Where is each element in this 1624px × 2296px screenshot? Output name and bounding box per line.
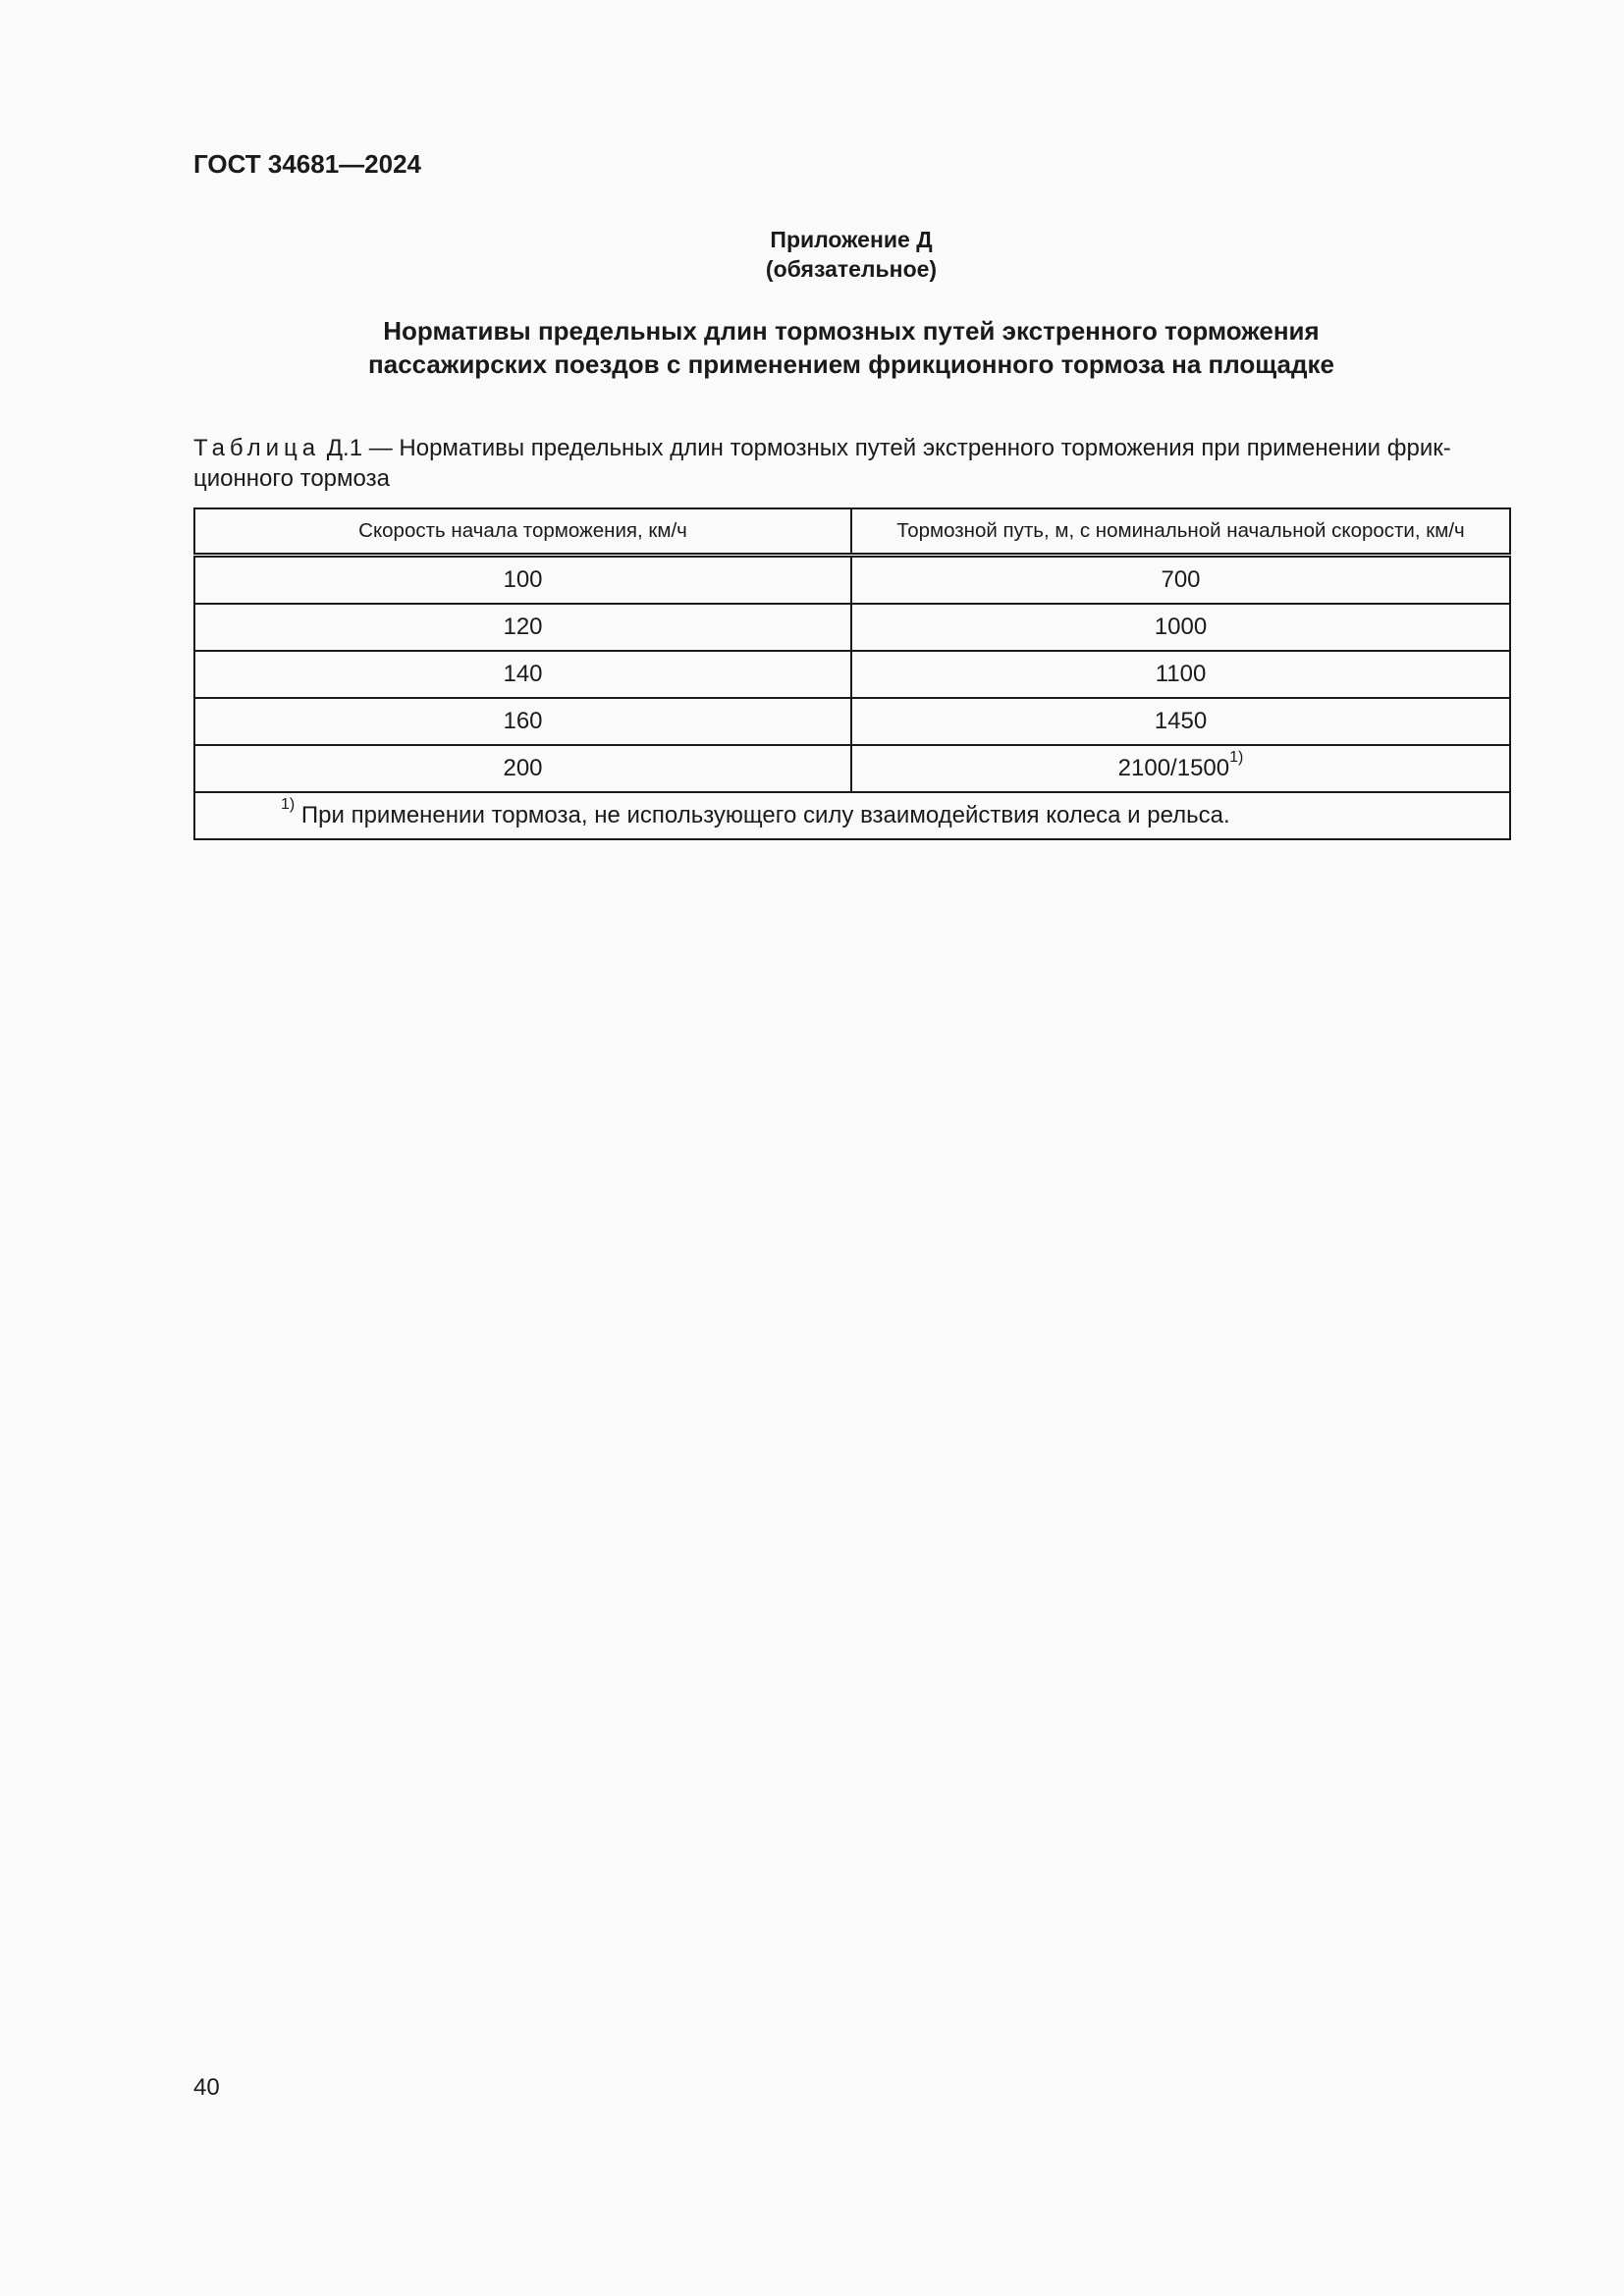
table-caption-text: Д.1 — Нормативы предельных длин тормозных путей экстренного торможения при применении фрик- [326, 435, 1451, 461]
table-row [194, 745, 1510, 792]
distance-value: 2100/1500 [1117, 755, 1230, 781]
cell-distance: 1450 [851, 698, 1510, 745]
table-footnote-row [194, 792, 1510, 839]
cell-distance: 1100 [851, 651, 1510, 698]
table-caption [193, 433, 1509, 494]
table-caption-word: Таблица [193, 435, 321, 461]
appendix-label: Приложение Д [770, 227, 933, 252]
braking-distance-table [193, 507, 1511, 840]
appendix-status: (обязательное) [765, 256, 938, 282]
cell-distance: 1000 [851, 604, 1510, 651]
header-distance: Тормозной путь, м, с номинальной начальной скорости, км/ч [851, 508, 1510, 556]
cell-distance: 700 [851, 556, 1510, 605]
footnote-marker: 1) [281, 796, 296, 813]
appendix-title-line: пассажирских поездов с применением фрикционного тормоза на площадке [368, 349, 1334, 379]
cell-speed: 140 [194, 651, 851, 698]
table-footnote [194, 792, 1510, 839]
table-row [194, 556, 1510, 605]
cell-distance [851, 745, 1510, 792]
footnote-text: При применении тормоза, не использующего силу взаимодействия колеса и рельса. [300, 802, 1230, 828]
appendix-heading [193, 225, 1509, 284]
cell-speed: 160 [194, 698, 851, 745]
footnote-reference: 1) [1229, 749, 1244, 766]
cell-speed: 120 [194, 604, 851, 651]
table-caption-continuation: ционного тормоза [193, 465, 390, 492]
table-row [194, 651, 1510, 698]
cell-speed: 100 [194, 556, 851, 605]
table-row [194, 604, 1510, 651]
table-row [194, 698, 1510, 745]
document-code: ГОСТ 34681—2024 [193, 149, 421, 179]
cell-speed: 200 [194, 745, 851, 792]
table-header-row [194, 508, 1510, 556]
appendix-title [193, 314, 1509, 381]
appendix-title-line: Нормативы предельных длин тормозных путей экстренного торможения [383, 316, 1320, 346]
header-speed: Скорость начала торможения, км/ч [194, 508, 851, 556]
page-number: 40 [193, 2074, 220, 2101]
